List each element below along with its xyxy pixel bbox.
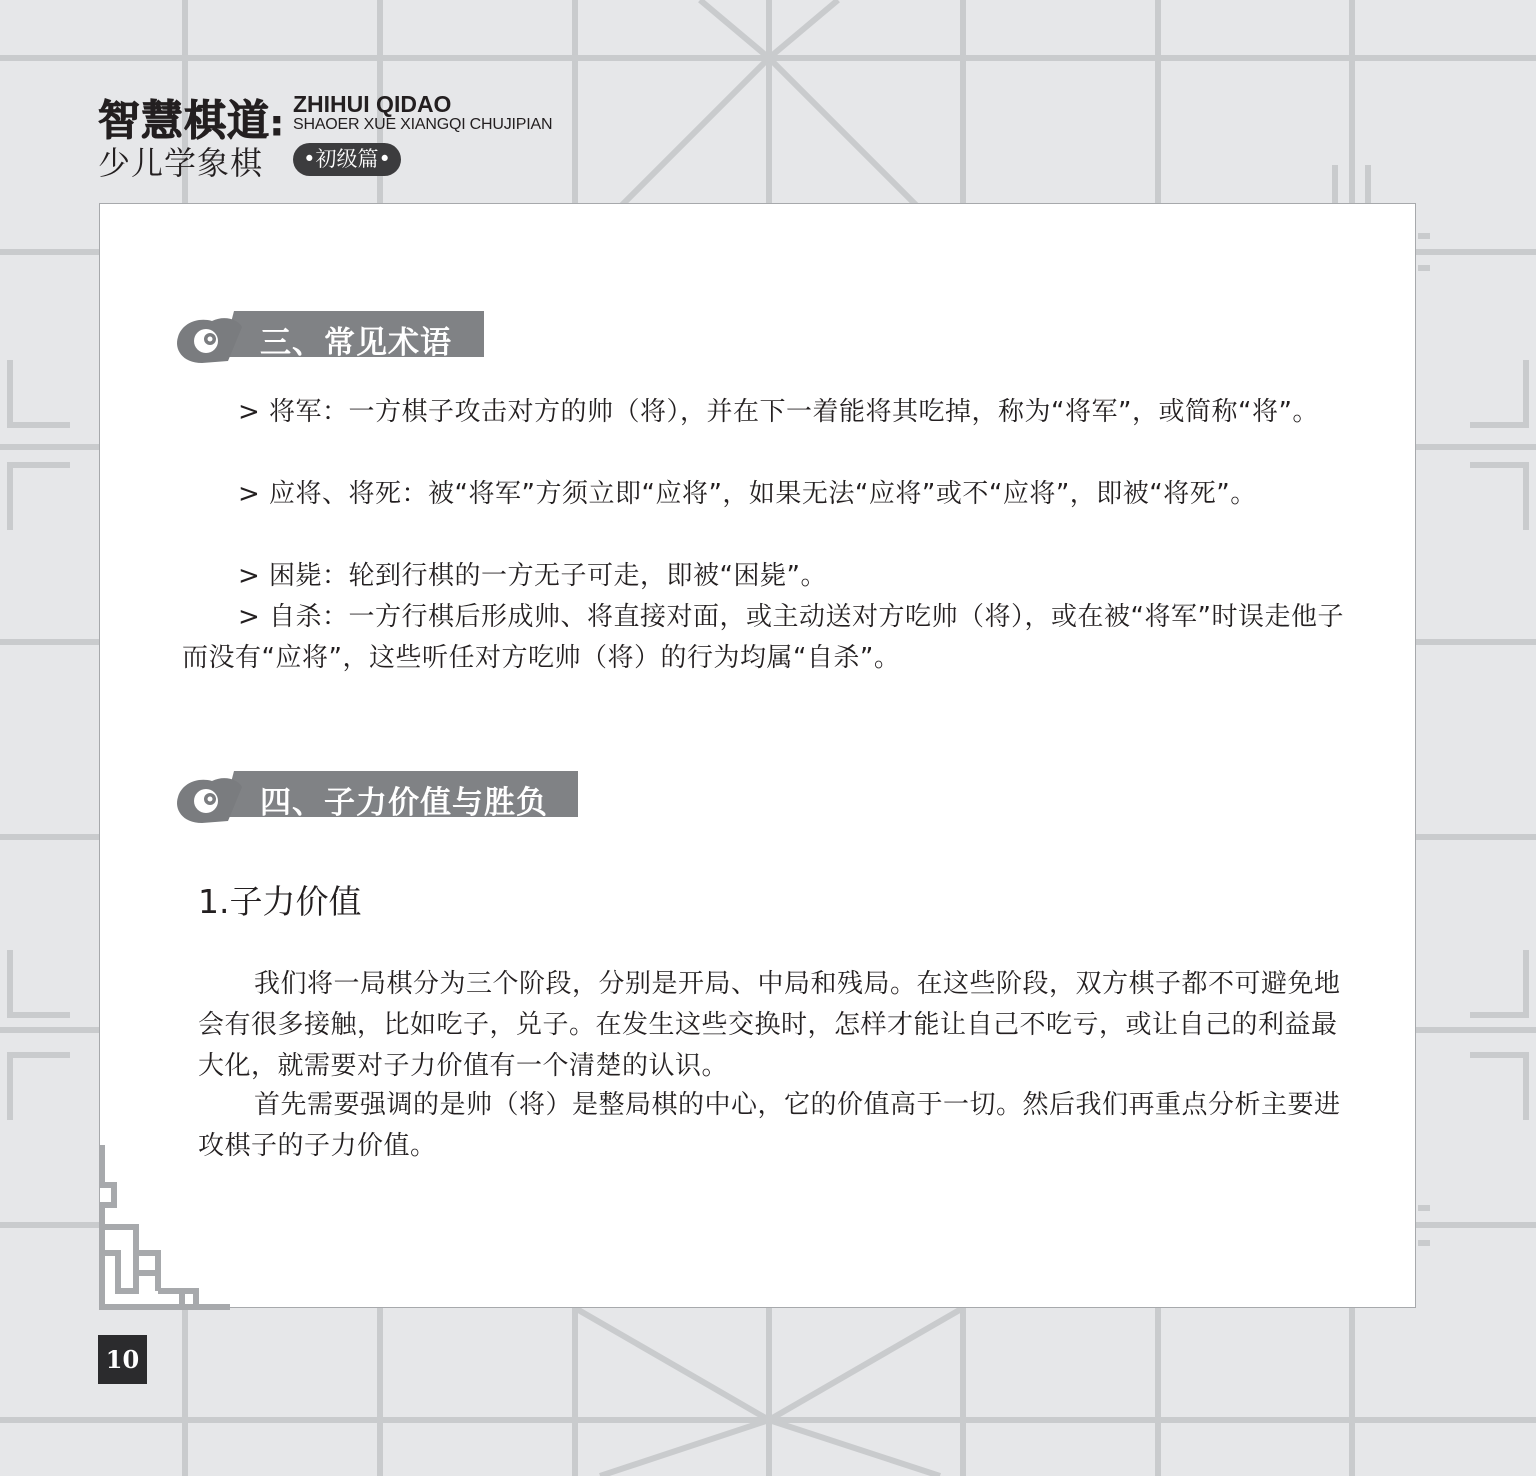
pinyin-title: ZHIHUI QIDAO — [293, 91, 452, 117]
section-banner-terms — [172, 311, 484, 367]
title-colon: : — [270, 104, 285, 144]
paragraph: 我们将一局棋分为三个阶段，分别是开局、中局和残局。在这些阶段，双方棋子都不可避免地会有很多接触，比如吃子，兑子。在发生这些交换时，怎样才能让自己不吃亏，或让自己的利益最大化，就需要对子力价值有一个清楚的认识。 — [198, 969, 1341, 1081]
section-heading: 三、常见术语 — [260, 325, 452, 361]
level-badge: •初级篇• — [293, 143, 401, 176]
book-subtitle: 少儿学象棋 — [98, 144, 264, 182]
pinyin-subtitle: SHAOER XUE XIANGQI CHUJIPIAN — [293, 116, 553, 133]
section-banner-piece-value — [172, 771, 578, 827]
fret-corner-ornament — [96, 1145, 236, 1313]
book-title-text: 智慧棋道 — [98, 96, 271, 145]
paragraph: > 应将、将死：被“将军”方须立即“应将”，如果无法“应将”或不“应将”，即被“将死”。 — [238, 479, 1257, 509]
subsection-heading: 1.子力价值 — [198, 882, 362, 921]
page-number: 10 — [98, 1335, 147, 1384]
paragraph: 首先需要强调的是帅（将）是整局棋的中心，它的价值高于一切。然后我们再重点分析主要进攻棋子的子力价值。 — [198, 1090, 1341, 1161]
paragraph: > 将军：一方棋子攻击对方的帅（将），并在下一着能将其吃掉，称为“将军”，或简称“将”。 — [238, 397, 1319, 427]
paragraph: > 困毙：轮到行棋的一方无子可走，即被“困毙”。 — [238, 561, 827, 591]
section-heading: 四、子力价值与胜负 — [260, 785, 548, 821]
paragraph: > 自杀：一方行棋后形成帅、将直接对面，或主动送对方吃帅（将），或在被“将军”时误走他子而没有“应将”，这些听任对方吃帅（将）的行为均属“自杀”。 — [182, 602, 1344, 673]
